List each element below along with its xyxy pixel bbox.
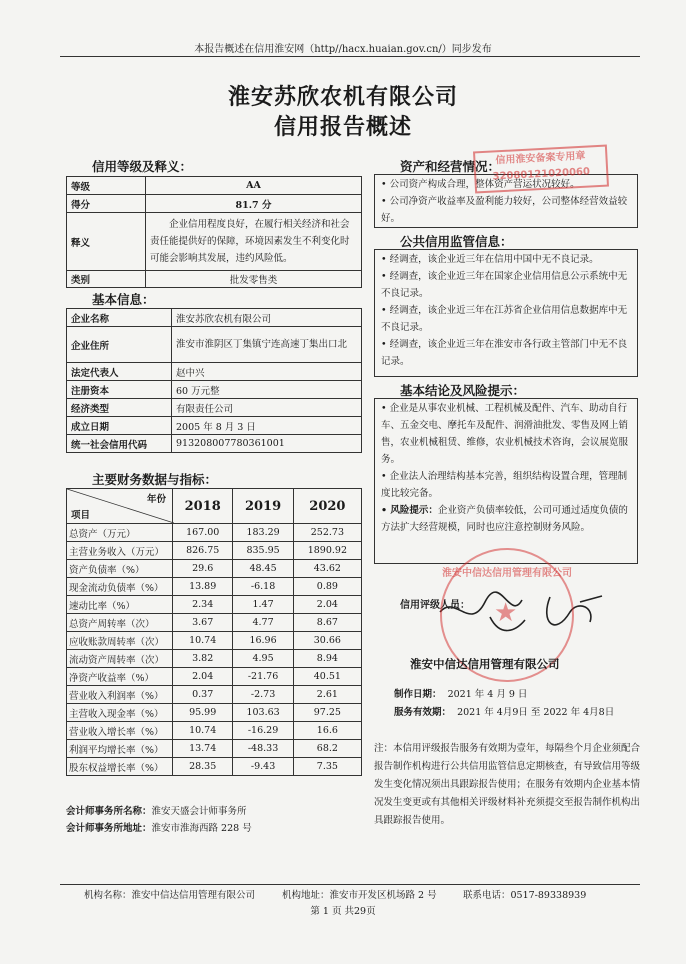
risk-tip <box>381 502 631 536</box>
row-value: 40.51 <box>293 668 361 686</box>
row-value: 252.73 <box>293 524 361 542</box>
year-header: 2020 <box>293 489 361 524</box>
conclusion-box <box>374 398 638 564</box>
table-row <box>67 596 362 614</box>
footer-phone: 联系电话：0517-89338939 <box>463 890 587 901</box>
row-value: 2.34 <box>173 596 233 614</box>
seal-text: 淮安中信达信用管理有限公司 <box>442 568 572 579</box>
row-value: 3.67 <box>173 614 233 632</box>
row-value: 1890.92 <box>293 542 361 560</box>
table-row <box>67 650 362 668</box>
basic-value: 淮安苏欣农机有限公司 <box>172 309 362 327</box>
assets-section-title: 资产和经营情况： <box>400 159 501 174</box>
corner-item: 项目 <box>71 510 91 521</box>
rating-table <box>66 176 362 288</box>
row-value: 48.45 <box>233 560 293 578</box>
supervision-item: • 经调查，该企业近三年在淮安市各行政主管部门中无不良记录。 <box>381 339 628 367</box>
row-value: 10.74 <box>173 632 233 650</box>
row-item: 总资产周转率（次） <box>67 614 173 632</box>
table-row <box>67 686 362 704</box>
row-value: 835.95 <box>233 542 293 560</box>
issue-date-label: 制作日期： <box>394 689 442 700</box>
row-value: 4.77 <box>233 614 293 632</box>
row-item: 利润平均增长率（%） <box>67 740 173 758</box>
basic-label: 法定代表人 <box>67 363 172 381</box>
row-value: 0.37 <box>173 686 233 704</box>
issue-date-value: 2021 年 4 月 9 日 <box>447 689 528 700</box>
rating-section-title: 信用等级及释义： <box>92 159 193 174</box>
table-row <box>67 740 362 758</box>
row-value: -16.29 <box>233 722 293 740</box>
report-title: 信用报告概述 <box>273 115 412 140</box>
row-value: 10.74 <box>173 722 233 740</box>
table-corner <box>67 489 173 524</box>
desc-text: 企业信用程度良好，在履行相关经济和社会责任能提供好的保障，环境因素发生不利变化时可能会影响其发展，违约风险低。 <box>146 213 362 271</box>
basic-label: 经济类型 <box>67 399 172 417</box>
row-value: 2.04 <box>293 596 361 614</box>
basic-section-title: 基本信息： <box>92 292 155 307</box>
footer-org: 机构名称：淮安中信达信用管理有限公司 <box>84 890 256 901</box>
assets-item: • 公司净资产收益率及盈利能力较好，公司整体经营效益较好。 <box>381 196 628 224</box>
row-value: -2.73 <box>233 686 293 704</box>
footer-address: 机构地址：淮安市开发区机场路 2 号 <box>282 890 437 901</box>
supervision-item: • 经调查，该企业近三年在国家企业信用信息公示系统中无不良记录。 <box>381 271 628 299</box>
row-value: 8.67 <box>293 614 361 632</box>
accounting-firm-value: 淮安天盛会计师事务所 <box>151 806 247 817</box>
company-title: 淮安苏欣农机有限公司 <box>227 85 458 110</box>
table-row <box>67 614 362 632</box>
basic-label: 成立日期 <box>67 417 172 435</box>
risk-label: • 风险提示： <box>381 505 438 516</box>
validity-note: 注：本信用评级报告服务有效期为壹年，每隔叁个月企业须配合报告制作机构进行公共信用监管信息定期核查，有导致信用等级发生变化情况须出具跟踪报告使用；在服务有效期内企业基本情况发生变更或有其他相关评级材料补充须提交至报告制作机构出具跟踪报告使用。 <box>374 743 641 826</box>
table-row <box>67 704 362 722</box>
conclusion-section-title: 基本结论及风险提示： <box>400 383 526 398</box>
row-value: 16.6 <box>293 722 361 740</box>
row-item: 流动资产周转率（次） <box>67 650 173 668</box>
row-value: 167.00 <box>173 524 233 542</box>
table-row <box>67 668 362 686</box>
analyst-label: 信用评级人员： <box>400 600 470 611</box>
row-value: 13.89 <box>173 578 233 596</box>
row-item: 现金流动负债率（%） <box>67 578 173 596</box>
year-header: 2019 <box>233 489 293 524</box>
accounting-address <box>66 820 252 834</box>
row-value: 4.95 <box>233 650 293 668</box>
row-value: 7.35 <box>293 758 361 776</box>
row-item: 净资产收益率（%） <box>67 668 173 686</box>
row-value: -48.33 <box>233 740 293 758</box>
row-value: 28.35 <box>173 758 233 776</box>
accounting-address-label: 会计师事务所地址： <box>66 823 152 834</box>
filing-stamp <box>473 145 609 194</box>
basic-value: 60 万元整 <box>172 381 362 399</box>
row-value: 826.75 <box>173 542 233 560</box>
basic-table <box>66 308 362 453</box>
filing-stamp-number: 32080121020060 <box>492 166 591 183</box>
row-value: 8.94 <box>293 650 361 668</box>
row-value: 16.96 <box>233 632 293 650</box>
seal-star-icon: ★ <box>494 598 518 628</box>
valid-period <box>394 704 614 718</box>
row-item: 应收账款周转率（次） <box>67 632 173 650</box>
row-item: 主营收入现金率（%） <box>67 704 173 722</box>
basic-value: 淮安市淮阴区丁集镇宁连高速丁集出口北 <box>172 327 362 363</box>
grade-value: AA <box>146 177 362 195</box>
grade-label: 等级 <box>67 177 146 195</box>
row-value: 3.82 <box>173 650 233 668</box>
header-divider <box>60 56 640 57</box>
table-row <box>67 722 362 740</box>
score-label: 得分 <box>67 195 146 213</box>
issue-date <box>394 686 527 700</box>
footer-divider <box>60 884 640 885</box>
table-row <box>67 578 362 596</box>
conclusion-item: • 企业法人治理结构基本完善，组织结构设置合理，管理制度比较完备。 <box>381 471 628 499</box>
basic-label: 统一社会信用代码 <box>67 435 172 453</box>
header-note: 本报告概述在信用淮安网（http//hacx.huaian.gov.cn/）同步发布 <box>194 44 492 55</box>
row-value: -9.43 <box>233 758 293 776</box>
risk-text: 企业资产负债率较低，公司可通过适度负债的方法扩大经营规模，同时也应注意控制财务风险。 <box>381 505 628 533</box>
basic-label: 企业名称 <box>67 309 172 327</box>
basic-label: 企业住所 <box>67 327 172 363</box>
row-value: 13.74 <box>173 740 233 758</box>
basic-value: 913208007780361001 <box>172 435 362 453</box>
row-item: 资产负债率（%） <box>67 560 173 578</box>
category-value: 批发零售类 <box>146 271 362 288</box>
corner-year: 年份 <box>146 494 166 505</box>
desc-label: 释义 <box>67 213 146 271</box>
row-value: 0.89 <box>293 578 361 596</box>
basic-label: 注册资本 <box>67 381 172 399</box>
row-value: 95.99 <box>173 704 233 722</box>
supervision-section-title: 公共信用监管信息： <box>400 234 513 249</box>
basic-value: 2005 年 8 月 3 日 <box>172 417 362 435</box>
supervision-box <box>374 249 638 377</box>
financial-table <box>66 488 362 776</box>
row-item: 营业收入增长率（%） <box>67 722 173 740</box>
table-row <box>67 560 362 578</box>
score-value: 81.7 分 <box>146 195 362 213</box>
filing-stamp-title: 信用淮安备案专用章 <box>495 150 586 167</box>
row-item: 速动比率（%） <box>67 596 173 614</box>
signature-org: 淮安中信达信用管理有限公司 <box>410 657 560 671</box>
row-item: 营业收入利润率（%） <box>67 686 173 704</box>
supervision-item: • 经调查，该企业近三年在信用中国中无不良记录。 <box>381 254 599 265</box>
row-value: -6.18 <box>233 578 293 596</box>
table-row <box>67 632 362 650</box>
valid-period-label: 服务有效期： <box>394 707 452 718</box>
valid-period-value: 2021 年 4月9日 至 2022 年 4月8日 <box>457 707 615 718</box>
row-value: 29.6 <box>173 560 233 578</box>
table-row <box>67 524 362 542</box>
category-label: 类别 <box>67 271 146 288</box>
page-number: 第 1 页 共29页 <box>310 906 376 917</box>
row-item: 股东权益增长率（%） <box>67 758 173 776</box>
financial-section-title: 主要财务数据与指标： <box>92 472 218 487</box>
row-value: 2.04 <box>173 668 233 686</box>
row-value: 183.29 <box>233 524 293 542</box>
table-row <box>67 542 362 560</box>
row-value: 97.25 <box>293 704 361 722</box>
accounting-firm-label: 会计师事务所名称： <box>66 806 152 817</box>
row-value: 1.47 <box>233 596 293 614</box>
year-header: 2018 <box>173 489 233 524</box>
assets-item: • 公司资产构成合理，整体资产营运状况较好。 <box>381 179 580 190</box>
row-item: 总资产（万元） <box>67 524 173 542</box>
conclusion-item: • 企业是从事农业机械、工程机械及配件、汽车、助动自行车、五金交电、摩托车及配件、润滑油批发、零售及网上销售，农业机械租赁、维修，农业机械技术咨询，会议展览服务。 <box>381 403 629 465</box>
basic-value: 有限责任公司 <box>172 399 362 417</box>
basic-value: 赵中兴 <box>172 363 362 381</box>
accounting-firm <box>66 803 247 817</box>
row-value: 2.61 <box>293 686 361 704</box>
row-value: 103.63 <box>233 704 293 722</box>
row-item: 主营业务收入（万元） <box>67 542 173 560</box>
row-value: 68.2 <box>293 740 361 758</box>
row-value: 43.62 <box>293 560 361 578</box>
supervision-item: • 经调查，该企业近三年在江苏省企业信用信息数据库中无不良记录。 <box>381 305 628 333</box>
accounting-address-value: 淮安市淮海西路 228 号 <box>151 823 252 834</box>
table-row <box>67 758 362 776</box>
row-value: -21.76 <box>233 668 293 686</box>
row-value: 30.66 <box>293 632 361 650</box>
